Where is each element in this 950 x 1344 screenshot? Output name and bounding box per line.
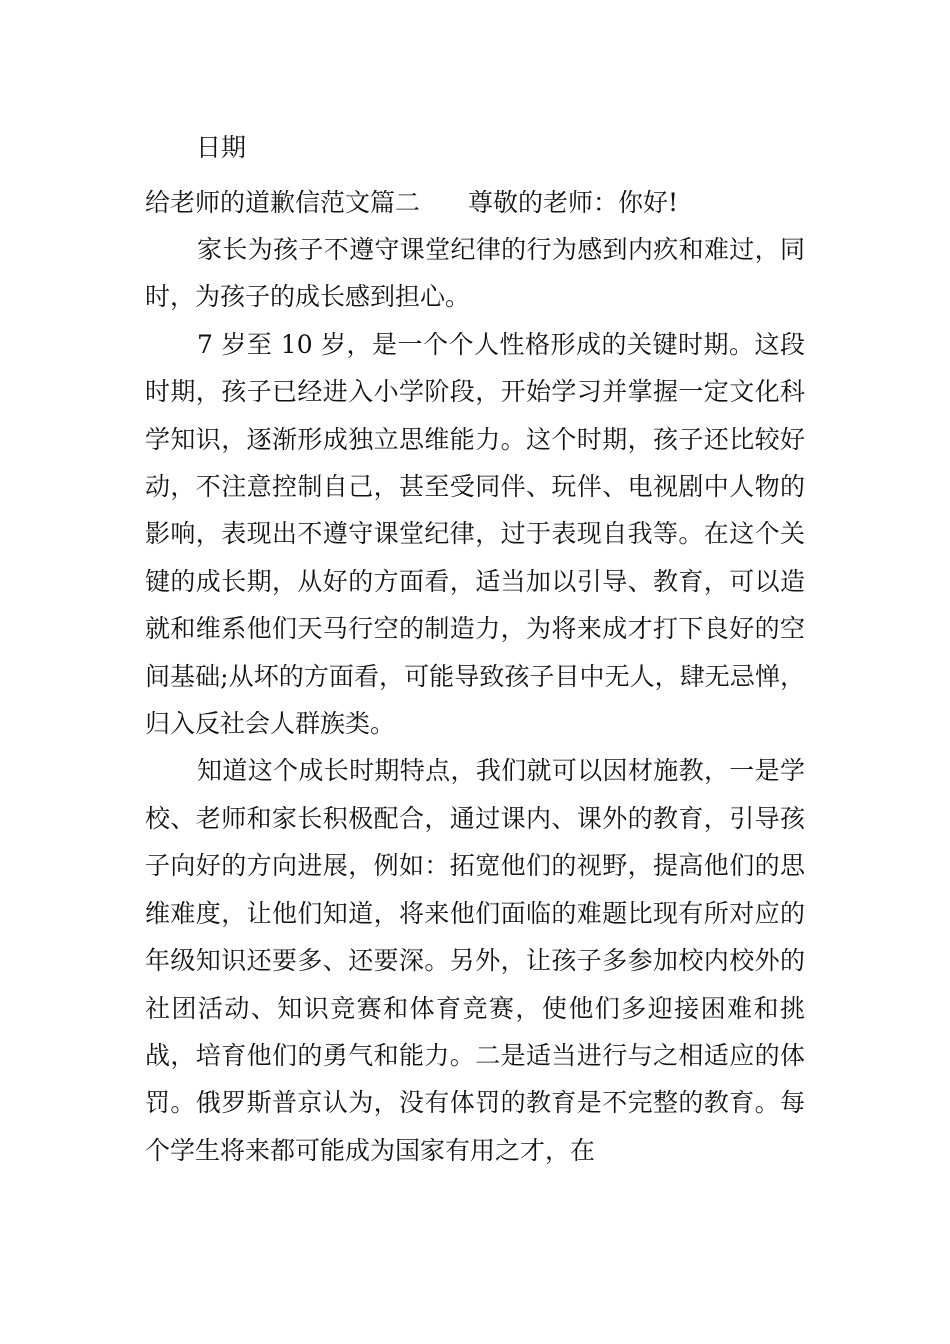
letter-heading	[145, 185, 678, 221]
body-paragraph: 家长为孩子不遵守课堂纪律的行为感到内疚和难过，同时，为孩子的成长感到担心。	[145, 235, 805, 312]
letter-body	[145, 226, 805, 1174]
letter-greeting: 尊敬的老师：你好!	[468, 188, 679, 217]
body-paragraph: 知道这个成长时期特点，我们就可以因材施教，一是学校、老师和家长积极配合，通过课内、课外的教育，引导孩子向好的方向进展，例如：拓宽他们的视野，提高他们的思维难度，让他们知道，将来他们面临的难题比现有所对应的年级知识还要多、还要深。另外，让孩子多参加校内校外的社团活动、知识竞赛和体育竞赛，使他们多迎接困难和挑战，培育他们的勇气和能力。二是适当进行与之相适应的体罚。俄罗斯普京认为，没有体罚的教育是不完整的教育。每个学生将来都可能成为国家有用之才，在	[145, 756, 805, 1165]
date-label: 日期	[196, 133, 247, 162]
letter-title: 给老师的道歉信范文篇二	[145, 188, 421, 217]
body-paragraph: 7 岁至 10 岁，是一个个人性格形成的关键时期。这段时期，孩子已经进入小学阶段，开始学习并掌握一定文化科学知识，逐渐形成独立思维能力。这个时期，孩子还比较好动，不注意控制自己，甚至受同伴、玩伴、电视剧中人物的影响，表现出不遵守课堂纪律，过于表现自我等。在这个关键的成长期，从好的方面看，适当加以引导、教育，可以造就和维系他们天马行空的制造力，为将来成才打下良好的空间基础;从坏的方面看，可能导致孩子目中无人，肆无忌惮，归入反社会人群族类。	[145, 329, 805, 739]
